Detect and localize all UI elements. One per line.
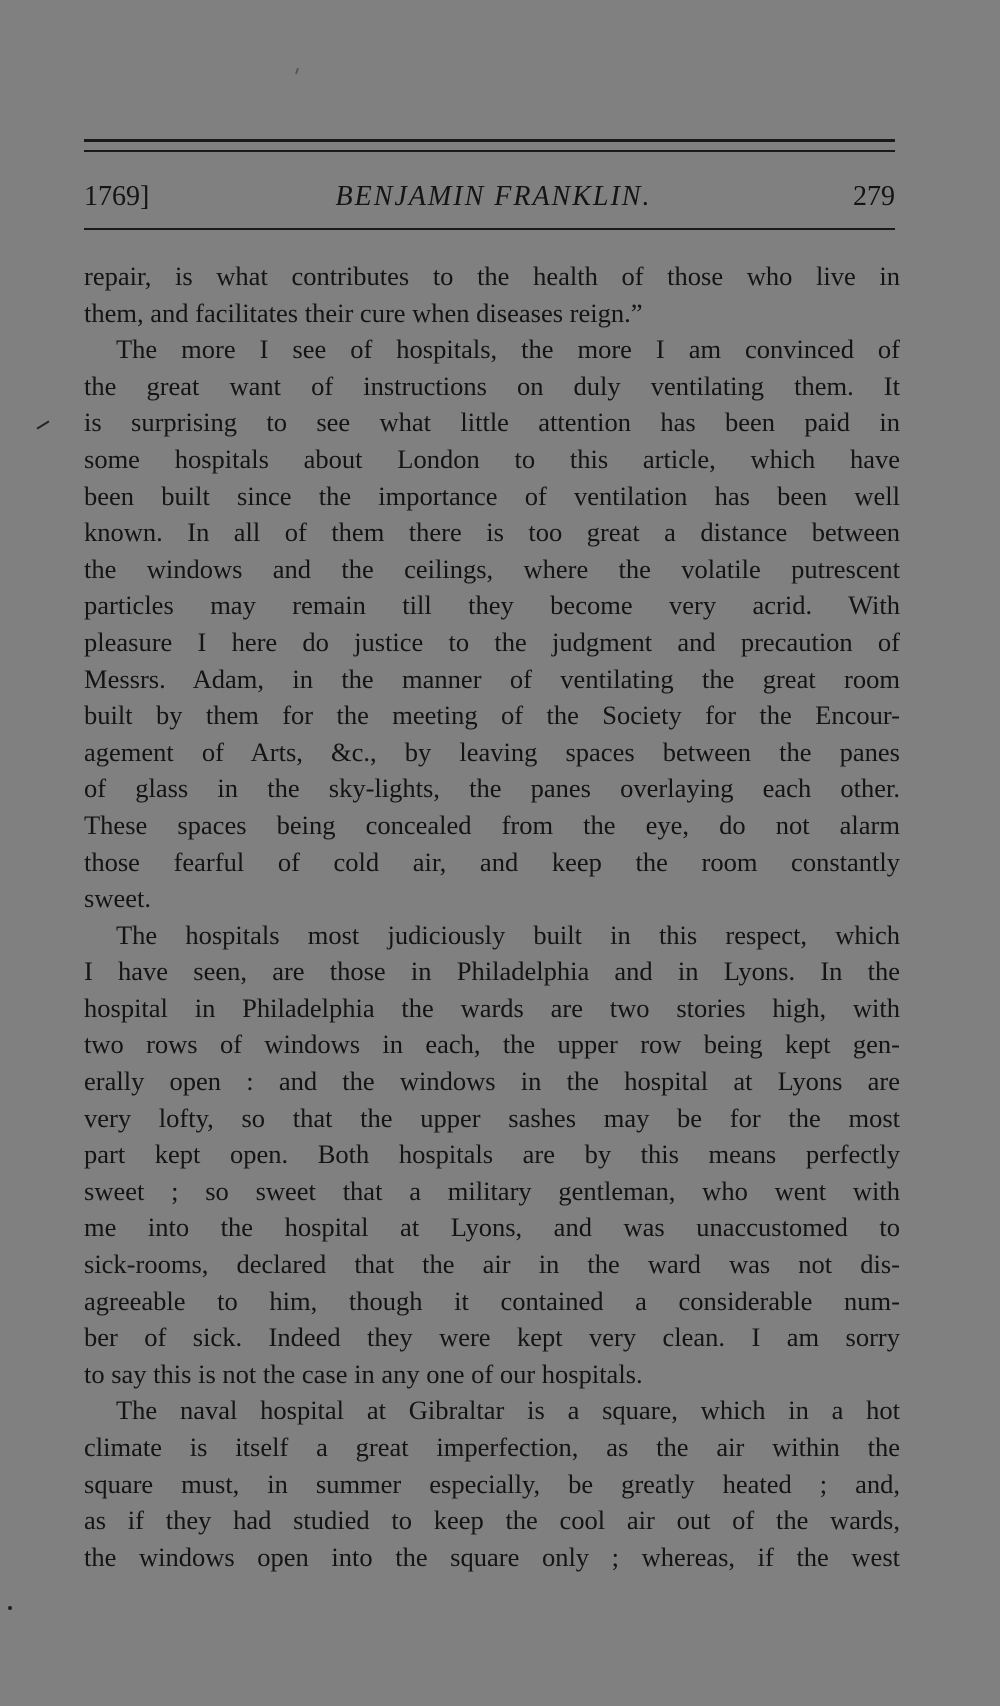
- text-line: to say this is not the case in any one of our hospitals.: [84, 1358, 643, 1389]
- header-title: BENJAMIN FRANKLIN.: [335, 181, 652, 212]
- text-line: agreeable to him, though it contained a considerable num-: [84, 1285, 900, 1316]
- text-line: square must, in summer especially, be greatly heated ; and,: [84, 1468, 900, 1499]
- text-line: pleasure I here do justice to the judgment and precaution of: [84, 626, 900, 657]
- text-line: hospital in Philadelphia the wards are two stories high, with: [84, 992, 900, 1023]
- text-line: particles may remain till they become very acrid. With: [84, 590, 900, 621]
- text-line: as if they had studied to keep the cool air out of the wards,: [84, 1505, 900, 1536]
- text-line: ber of sick. Indeed they were kept very clean. I am sorry: [84, 1322, 900, 1353]
- running-header: [84, 177, 895, 217]
- text-line: been built since the importance of ventilation has been well: [84, 480, 900, 511]
- text-line: is surprising to see what little attention has been paid in: [84, 407, 900, 438]
- page-number: 279: [853, 181, 895, 212]
- text-line: built by them for the meeting of the Society for the Encour-: [84, 700, 900, 731]
- text-line: The naval hospital at Gibraltar is a square, which in a hot: [116, 1395, 900, 1426]
- text-line: the windows open into the square only ; whereas, if the west: [84, 1541, 900, 1572]
- text-line: The hospitals most judiciously built in this respect, which: [116, 919, 900, 950]
- text-line: climate is itself a great imperfection, as the air within the: [84, 1432, 900, 1462]
- text-line: sweet ; so sweet that a military gentleman, who went with: [84, 1175, 900, 1206]
- text-line: These spaces being concealed from the eye, do not alarm: [84, 809, 900, 840]
- text-line: the windows and the ceilings, where the volatile putrescent: [84, 553, 900, 584]
- text-line: Messrs. Adam, in the manner of ventilating the great room: [84, 663, 900, 694]
- text-line: known. In all of them there is too great a distance between: [84, 517, 900, 548]
- text-line: of glass in the sky-lights, the panes overlaying each other.: [84, 773, 900, 804]
- text-line: sweet.: [84, 883, 151, 914]
- paper-speck: [295, 68, 299, 74]
- text-line: me into the hospital at Lyons, and was unaccustomed to: [84, 1212, 900, 1243]
- text-line: erally open : and the windows in the hospital at Lyons are: [84, 1066, 900, 1097]
- header-rule-second: [84, 150, 895, 152]
- body-text: [84, 258, 900, 1575]
- text-line: the great want of instructions on duly ventilating them. It: [84, 370, 900, 401]
- text-line: The more I see of hospitals, the more I am convinced of: [116, 334, 900, 365]
- margin-pencil-mark: [37, 420, 50, 429]
- text-line: very lofty, so that the upper sashes may be for the most: [84, 1102, 900, 1133]
- header-year: 1769]: [84, 181, 150, 212]
- text-line: agement of Arts, &c., by leaving spaces between the panes: [84, 736, 900, 767]
- margin-dot: [8, 1606, 12, 1610]
- text-line: I have seen, are those in Philadelphia and in Lyons. In the: [84, 956, 900, 987]
- text-line: part kept open. Both hospitals are by this means perfectly: [84, 1139, 900, 1170]
- text-line: repair, is what contributes to the health of those who live in: [84, 261, 900, 291]
- text-line: them, and facilitates their cure when diseases reign.”: [84, 297, 643, 328]
- text-line: two rows of windows in each, the upper row being kept gen-: [84, 1029, 900, 1060]
- header-rule-top: [84, 139, 895, 142]
- text-line: sick-rooms, declared that the air in the ward was not dis-: [84, 1249, 900, 1280]
- text-line: some hospitals about London to this article, which have: [84, 443, 900, 474]
- text-line: those fearful of cold air, and keep the room constantly: [84, 846, 900, 877]
- header-rule-bottom: [84, 228, 895, 230]
